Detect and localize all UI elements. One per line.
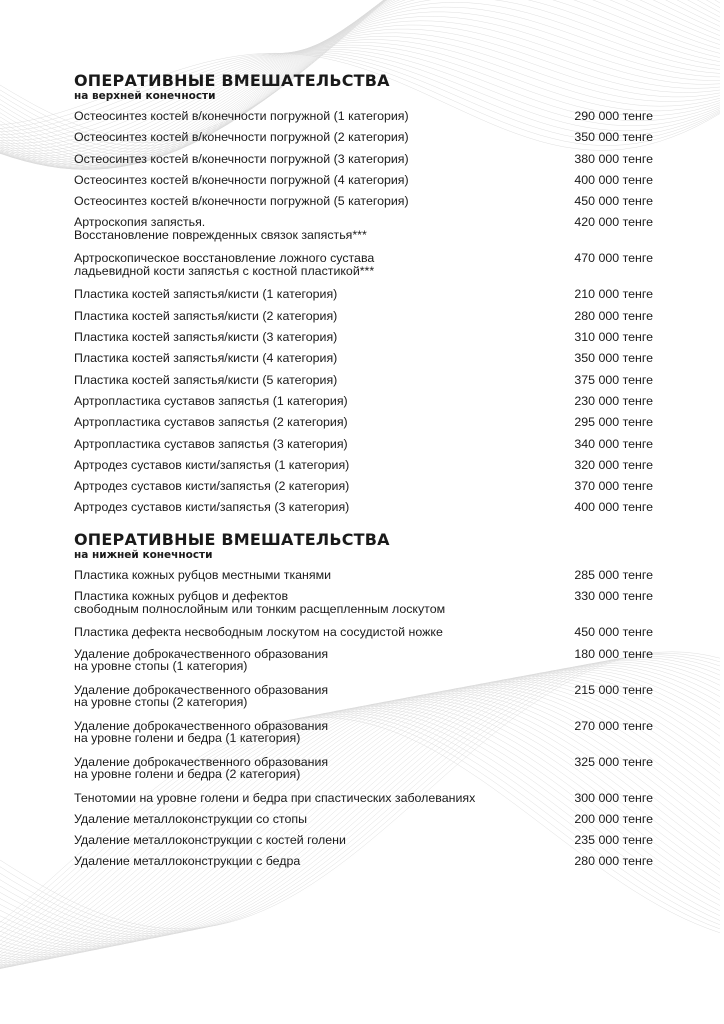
price-row	[74, 478, 674, 499]
service-price: 295 000 тенге	[574, 415, 653, 430]
service-name: Тенотомии на уровне голени и бедра при спастических заболеваниях	[74, 790, 476, 805]
service-price: 375 000 тенге	[574, 372, 653, 387]
price-row	[74, 286, 674, 307]
service-price: 310 000 тенге	[574, 330, 653, 345]
service-name: Артропластика суставов запястья (2 категория)	[74, 415, 348, 430]
price-row	[74, 329, 674, 350]
price-row	[74, 393, 674, 414]
service-name: Удаление доброкачественного образования на уровне голени и бедра (2 категория)	[74, 754, 329, 782]
service-price: 235 000 тенге	[574, 833, 653, 848]
price-row	[74, 853, 674, 874]
section-lower-limb	[74, 531, 674, 875]
service-name: Пластика костей запястья/кисти (3 категория)	[74, 330, 338, 345]
service-price: 210 000 тенге	[574, 287, 653, 302]
service-price: 230 000 тенге	[574, 393, 653, 408]
service-price: 380 000 тенге	[574, 151, 653, 166]
service-name: Удаление доброкачественного образования на уровне стопы (2 категория)	[74, 682, 329, 710]
service-price: 325 000 тенге	[574, 754, 653, 769]
service-price: 290 000 тенге	[574, 109, 653, 123]
service-name: Пластика кожных рубцов и дефектов свободным полнослойным или тонким расщепленным лоскутом	[74, 589, 446, 616]
price-row	[74, 588, 674, 624]
service-name: Пластика костей запястья/кисти (1 категория)	[74, 287, 338, 302]
service-price: 340 000 тенге	[574, 436, 653, 451]
price-row	[74, 108, 674, 129]
service-name: Остеосинтез костей в/конечности погружной (1 категория)	[74, 109, 409, 123]
service-name: Артропластика суставов запястья (3 категория)	[74, 436, 348, 451]
price-row	[74, 193, 674, 214]
service-price: 200 000 тенге	[574, 811, 653, 826]
service-name: Пластика костей запястья/кисти (2 категория)	[74, 308, 338, 323]
price-row	[74, 214, 674, 250]
section-title: ОПЕРАТИВНЫЕ ВМЕШАТЕЛЬСТВА	[74, 530, 390, 549]
price-row	[74, 308, 674, 329]
service-price: 370 000 тенге	[574, 479, 653, 494]
service-price: 450 000 тенге	[574, 625, 653, 640]
price-row	[74, 250, 674, 286]
price-row	[74, 624, 674, 645]
service-name: Артродез суставов кисти/запястья (3 категория)	[74, 500, 350, 515]
service-price: 180 000 тенге	[574, 646, 653, 661]
price-rows	[74, 108, 674, 521]
price-row	[74, 436, 674, 457]
price-row	[74, 790, 674, 811]
price-row	[74, 718, 674, 754]
service-name: Артроскопическое восстановление ложного сустава ладьевидной кости запястья с костной пластикой***	[74, 251, 375, 278]
price-rows	[74, 567, 674, 875]
service-name: Артродез суставов кисти/запястья (2 категория)	[74, 479, 350, 494]
price-row	[74, 129, 674, 150]
service-price: 400 000 тенге	[574, 172, 653, 187]
section-upper-limb	[74, 72, 674, 521]
service-price: 400 000 тенге	[574, 500, 653, 515]
price-row	[74, 567, 674, 588]
service-price: 330 000 тенге	[574, 589, 653, 604]
section-subtitle: на нижней конечности	[74, 549, 213, 561]
service-price: 300 000 тенге	[574, 790, 653, 805]
service-name: Пластика дефекта несвободным лоскутом на сосудистой ножке	[74, 625, 443, 640]
service-name: Артропластика суставов запястья (1 категория)	[74, 393, 348, 408]
service-price: 285 000 тенге	[574, 568, 653, 582]
service-name: Удаление металлоконструкции с бедра	[74, 854, 301, 869]
service-name: Артродез суставов кисти/запястья (1 категория)	[74, 457, 350, 472]
service-name: Остеосинтез костей в/конечности погружной (4 категория)	[74, 172, 409, 187]
service-name: Остеосинтез костей в/конечности погружной (3 категория)	[74, 151, 409, 166]
price-row	[74, 350, 674, 371]
service-name: Артроскопия запястья. Восстановление поврежденных связок запястья***	[74, 215, 367, 242]
service-name: Остеосинтез костей в/конечности погружной (5 категория)	[74, 194, 409, 209]
price-row	[74, 372, 674, 393]
price-row	[74, 832, 674, 853]
service-name: Удаление металлоконструкции с костей голени	[74, 833, 346, 848]
price-row	[74, 682, 674, 718]
service-name: Пластика кожных рубцов местными тканями	[74, 568, 332, 582]
section-subtitle: на верхней конечности	[74, 90, 216, 102]
service-price: 320 000 тенге	[574, 457, 653, 472]
price-row	[74, 414, 674, 435]
service-price: 450 000 тенге	[574, 194, 653, 209]
service-price: 350 000 тенге	[574, 351, 653, 366]
service-name: Пластика костей запястья/кисти (4 категория)	[74, 351, 338, 366]
service-price: 280 000 тенге	[574, 308, 653, 323]
price-row	[74, 754, 674, 790]
price-row	[74, 499, 674, 520]
service-name: Остеосинтез костей в/конечности погружной (2 категория)	[74, 130, 409, 145]
service-price: 280 000 тенге	[574, 854, 653, 869]
price-row	[74, 151, 674, 172]
service-price: 270 000 тенге	[574, 718, 653, 733]
service-price: 350 000 тенге	[574, 130, 653, 145]
section-title: ОПЕРАТИВНЫЕ ВМЕШАТЕЛЬСТВА	[74, 71, 390, 90]
price-row	[74, 457, 674, 478]
price-row	[74, 811, 674, 832]
service-price: 215 000 тенге	[574, 682, 653, 697]
service-name: Удаление доброкачественного образования на уровне стопы (1 категория)	[74, 646, 329, 674]
service-name: Удаление металлоконструкции со стопы	[74, 811, 307, 826]
service-price: 420 000 тенге	[574, 215, 653, 230]
service-name: Пластика костей запястья/кисти (5 категория)	[74, 372, 338, 387]
service-price: 470 000 тенге	[574, 251, 653, 266]
price-row	[74, 646, 674, 682]
service-name: Удаление доброкачественного образования на уровне голени и бедра (1 категория)	[74, 718, 329, 746]
price-row	[74, 172, 674, 193]
